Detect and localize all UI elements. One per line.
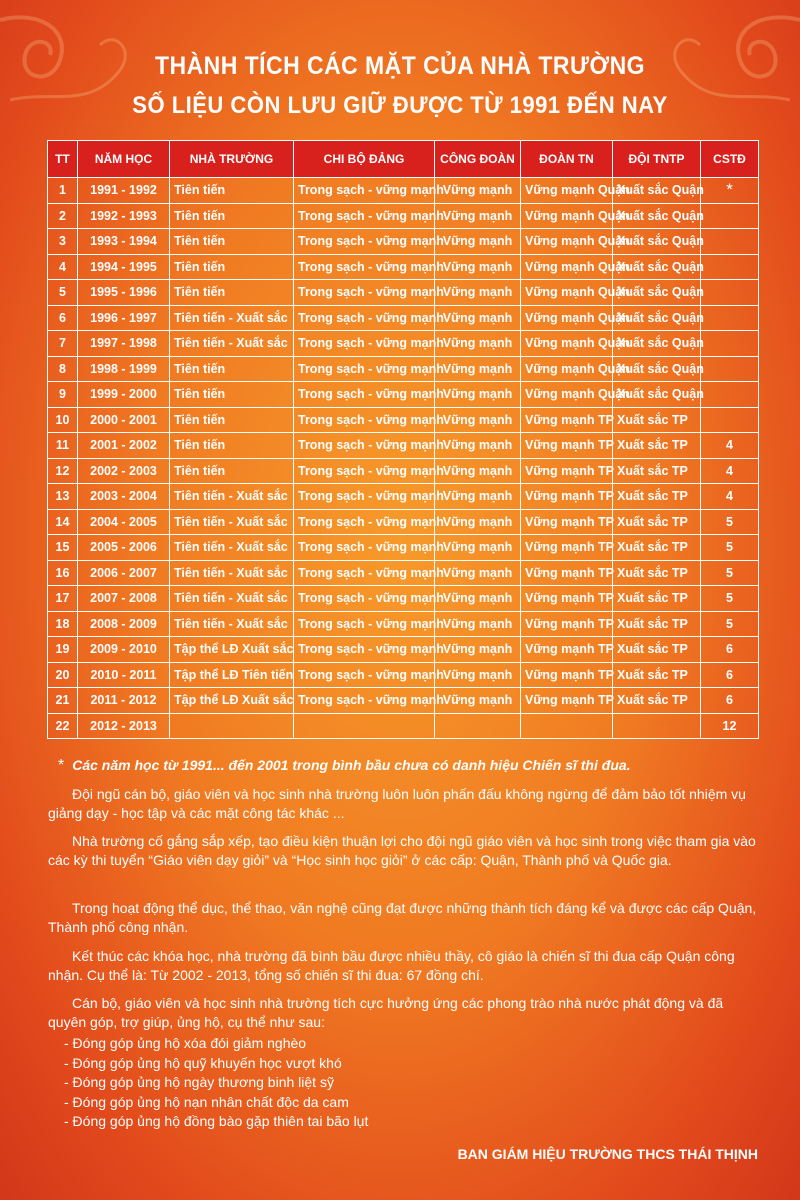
table-cell: Tiên tiến xyxy=(170,356,294,382)
table-cell: 1993 - 1994 xyxy=(78,229,170,255)
footnote xyxy=(58,757,631,775)
table-cell: Tập thể LĐ Xuất sắc xyxy=(170,637,294,663)
table-cell: Trong sạch - vững mạnh xyxy=(294,382,435,408)
table-cell: Vững mạnh TP xyxy=(521,688,613,714)
table-cell: Xuất sắc Quận xyxy=(613,305,701,331)
table-cell: 5 xyxy=(701,509,759,535)
table-cell: Vững mạnh xyxy=(435,484,521,510)
table-row xyxy=(48,433,759,459)
table-row xyxy=(48,356,759,382)
table-cell: Xuất sắc Quận xyxy=(613,331,701,357)
table-cell: Vững mạnh Quận xyxy=(521,382,613,408)
table-cell: Tiên tiến xyxy=(170,407,294,433)
table-cell: 22 xyxy=(48,713,78,739)
table-cell: Trong sạch - vững mạnh xyxy=(294,509,435,535)
table-cell: Trong sạch - vững mạnh xyxy=(294,586,435,612)
table-cell xyxy=(701,203,759,229)
table-cell: Tiên tiến - Xuất sắc xyxy=(170,611,294,637)
table-cell: Trong sạch - vững mạnh xyxy=(294,535,435,561)
table-cell: Vững mạnh Quận xyxy=(521,203,613,229)
table-cell: Tiên tiến xyxy=(170,178,294,204)
table-cell: Vững mạnh xyxy=(435,688,521,714)
table-cell: 10 xyxy=(48,407,78,433)
table-cell: Vững mạnh xyxy=(435,433,521,459)
asterisk-marker: * xyxy=(58,757,65,774)
table-cell: Vững mạnh xyxy=(435,560,521,586)
table-row xyxy=(48,560,759,586)
table-cell: Xuất sắc Quận xyxy=(613,178,701,204)
table-cell: Xuất sắc TP xyxy=(613,509,701,535)
table-cell: 2 xyxy=(48,203,78,229)
table-header-row xyxy=(48,141,759,178)
table-cell: Vững mạnh TP xyxy=(521,433,613,459)
table-cell: Trong sạch - vững mạnh xyxy=(294,331,435,357)
table-cell: 9 xyxy=(48,382,78,408)
table-cell xyxy=(701,331,759,357)
table-cell: 6 xyxy=(701,688,759,714)
table-cell: 1994 - 1995 xyxy=(78,254,170,280)
table-row xyxy=(48,713,759,739)
table-cell: 18 xyxy=(48,611,78,637)
table-cell: Vững mạnh Quận xyxy=(521,229,613,255)
table-cell: Trong sạch - vững mạnh xyxy=(294,458,435,484)
table-cell: Vững mạnh xyxy=(435,305,521,331)
table-cell: 14 xyxy=(48,509,78,535)
column-header: CÔNG ĐOÀN xyxy=(435,141,521,178)
table-cell: Xuất sắc Quận xyxy=(613,382,701,408)
table-cell: Tiên tiến xyxy=(170,254,294,280)
table-cell: 11 xyxy=(48,433,78,459)
table-cell: Trong sạch - vững mạnh xyxy=(294,433,435,459)
table-row xyxy=(48,586,759,612)
table-cell: Xuất sắc TP xyxy=(613,484,701,510)
table-cell: Vững mạnh TP xyxy=(521,484,613,510)
table-cell: Vững mạnh TP xyxy=(521,407,613,433)
table-cell: Xuất sắc Quận xyxy=(613,254,701,280)
table-cell: Vững mạnh TP xyxy=(521,586,613,612)
table-cell: Tiên tiến xyxy=(170,433,294,459)
table-row xyxy=(48,203,759,229)
table-cell: 5 xyxy=(701,560,759,586)
paragraph-3: Trong hoạt động thể dục, thể thao, văn nghệ cũng đạt được những thành tích đáng kể và được các cấp Quận, Thành phố công nhận. xyxy=(48,900,757,935)
table-cell: 21 xyxy=(48,688,78,714)
table-cell xyxy=(701,254,759,280)
table-row xyxy=(48,229,759,255)
table-row xyxy=(48,611,759,637)
footnote-text: Các năm học từ 1991... đến 2001 trong bình bầu chưa có danh hiệu Chiến sĩ thi đua. xyxy=(72,757,631,773)
table-cell: Tiên tiến xyxy=(170,229,294,255)
paragraph-5: Cán bộ, giáo viên và học sinh nhà trường tích cực hưởng ứng các phong trào nhà nước phát động và đã quyên góp, trợ giúp, ủng hộ, cụ thể như sau: xyxy=(48,995,724,1030)
table-cell: Tập thể LĐ Tiên tiến xyxy=(170,662,294,688)
table-cell: Vững mạnh xyxy=(435,586,521,612)
table-cell: 5 xyxy=(701,611,759,637)
table-cell: Xuất sắc Quận xyxy=(613,229,701,255)
table-cell: Tiên tiến xyxy=(170,280,294,306)
table-cell xyxy=(701,382,759,408)
column-header: ĐỘI TNTP xyxy=(613,141,701,178)
paragraph-4: Kết thúc các khóa học, nhà trường đã bình bầu được nhiều thầy, cô giáo là chiến sĩ thi đua cấp Quận công nhận. Cụ thể là: Từ 2002 - 2013, tổng số chiến sĩ thi đua: 67 đồng chí. xyxy=(48,948,735,983)
table-cell: Vững mạnh xyxy=(435,509,521,535)
table-cell: Tiên tiến xyxy=(170,458,294,484)
table-cell: 1996 - 1997 xyxy=(78,305,170,331)
table-cell xyxy=(294,713,435,739)
table-cell: Vững mạnh TP xyxy=(521,662,613,688)
table-cell: Vững mạnh xyxy=(435,254,521,280)
list-item: - Đóng góp ủng hộ đồng bào gặp thiên tai bão lụt xyxy=(64,1113,369,1129)
table-row xyxy=(48,382,759,408)
donation-list xyxy=(64,1034,368,1132)
table-cell: 6 xyxy=(48,305,78,331)
table-row xyxy=(48,331,759,357)
table-cell: Xuất sắc TP xyxy=(613,458,701,484)
table-cell: Vững mạnh xyxy=(435,229,521,255)
table-cell: 6 xyxy=(701,662,759,688)
table-cell: Trong sạch - vững mạnh xyxy=(294,178,435,204)
table-cell: Tiên tiến xyxy=(170,382,294,408)
table-cell: Trong sạch - vững mạnh xyxy=(294,407,435,433)
table-cell: Vững mạnh xyxy=(435,535,521,561)
table-cell: 12 xyxy=(701,713,759,739)
table-cell xyxy=(701,356,759,382)
table-cell: 8 xyxy=(48,356,78,382)
table-cell: 2000 - 2001 xyxy=(78,407,170,433)
table-cell: 2004 - 2005 xyxy=(78,509,170,535)
table-cell: 2011 - 2012 xyxy=(78,688,170,714)
table-row xyxy=(48,535,759,561)
table-cell: Vững mạnh xyxy=(435,331,521,357)
table-cell: Vững mạnh TP xyxy=(521,611,613,637)
table-row xyxy=(48,637,759,663)
column-header: CHI BỘ ĐẢNG xyxy=(294,141,435,178)
table-cell: 1991 - 1992 xyxy=(78,178,170,204)
table-cell: 4 xyxy=(701,458,759,484)
table-cell: Trong sạch - vững mạnh xyxy=(294,229,435,255)
table-cell: 6 xyxy=(701,637,759,663)
table-cell: Tiên tiến - Xuất sắc xyxy=(170,331,294,357)
page-subtitle: SỐ LIỆU CÒN LƯU GIỮ ĐƯỢC TỪ 1991 ĐẾN NAY xyxy=(132,92,668,119)
table-cell: Vững mạnh xyxy=(435,280,521,306)
table-cell: 2002 - 2003 xyxy=(78,458,170,484)
table-cell: Trong sạch - vững mạnh xyxy=(294,305,435,331)
table-cell: 4 xyxy=(701,433,759,459)
table-cell: Vững mạnh xyxy=(435,203,521,229)
table-cell: Vững mạnh xyxy=(435,611,521,637)
table-cell: Xuất sắc Quận xyxy=(613,203,701,229)
table-cell: Vững mạnh xyxy=(435,382,521,408)
table-cell: 2006 - 2007 xyxy=(78,560,170,586)
table-cell: 13 xyxy=(48,484,78,510)
table-cell: Xuất sắc Quận xyxy=(613,356,701,382)
table-cell: Xuất sắc Quận xyxy=(613,280,701,306)
table-row xyxy=(48,458,759,484)
table-cell: 4 xyxy=(48,254,78,280)
table-cell: Trong sạch - vững mạnh xyxy=(294,280,435,306)
table-cell: Trong sạch - vững mạnh xyxy=(294,662,435,688)
page-title: THÀNH TÍCH CÁC MẶT CỦA NHÀ TRƯỜNG xyxy=(155,52,645,80)
table-cell: Trong sạch - vững mạnh xyxy=(294,203,435,229)
table-cell: Vững mạnh xyxy=(435,407,521,433)
table-cell: 1995 - 1996 xyxy=(78,280,170,306)
table-cell: Xuất sắc TP xyxy=(613,637,701,663)
paragraph-2: Nhà trường cố gắng sắp xếp, tạo điều kiện thuận lợi cho đội ngũ giáo viên và học sinh trong việc tham gia vào các kỳ thi tuyển “Giáo viên dạy giỏi” và “Học sinh học giỏi” ở các cấp: Quận, Thành phố và Quốc gia. xyxy=(48,833,756,868)
table-cell: Trong sạch - vững mạnh xyxy=(294,637,435,663)
table-cell: Vững mạnh xyxy=(435,356,521,382)
table-cell: 5 xyxy=(48,280,78,306)
table-cell: Vững mạnh Quận xyxy=(521,305,613,331)
table-cell: Vững mạnh TP xyxy=(521,535,613,561)
table-cell: Trong sạch - vững mạnh xyxy=(294,560,435,586)
table-cell: Vững mạnh TP xyxy=(521,560,613,586)
table-cell: Tiên tiến - Xuất sắc xyxy=(170,509,294,535)
table-cell: Xuất sắc TP xyxy=(613,433,701,459)
column-header: NHÀ TRƯỜNG xyxy=(170,141,294,178)
table-cell: Xuất sắc TP xyxy=(613,560,701,586)
column-header: ĐOÀN TN xyxy=(521,141,613,178)
table-cell: 1997 - 1998 xyxy=(78,331,170,357)
table-cell: 16 xyxy=(48,560,78,586)
table-row xyxy=(48,305,759,331)
table-cell xyxy=(701,280,759,306)
list-item: - Đóng góp ủng hộ ngày thương binh liệt sỹ xyxy=(64,1074,334,1090)
table-cell: 7 xyxy=(48,331,78,357)
table-cell: Vững mạnh xyxy=(435,178,521,204)
table-row xyxy=(48,509,759,535)
table-cell: Xuất sắc TP xyxy=(613,662,701,688)
table-cell: Vững mạnh xyxy=(435,637,521,663)
table-cell: 2001 - 2002 xyxy=(78,433,170,459)
table-cell: * xyxy=(701,178,759,204)
table-cell: Xuất sắc TP xyxy=(613,611,701,637)
table-cell: Xuất sắc TP xyxy=(613,586,701,612)
table-row xyxy=(48,662,759,688)
column-header: CSTĐ xyxy=(701,141,759,178)
table-cell: 2003 - 2004 xyxy=(78,484,170,510)
table-cell: 5 xyxy=(701,586,759,612)
table-cell: 2005 - 2006 xyxy=(78,535,170,561)
table-cell: Tiên tiến - Xuất sắc xyxy=(170,305,294,331)
table-cell: 20 xyxy=(48,662,78,688)
table-cell: Vững mạnh TP xyxy=(521,458,613,484)
table-cell: Trong sạch - vững mạnh xyxy=(294,688,435,714)
table-cell: Tiên tiến - Xuất sắc xyxy=(170,586,294,612)
table-cell: 2009 - 2010 xyxy=(78,637,170,663)
table-row xyxy=(48,688,759,714)
table-cell: Vững mạnh Quận xyxy=(521,254,613,280)
table-cell: Vững mạnh TP xyxy=(521,637,613,663)
table-cell: 1999 - 2000 xyxy=(78,382,170,408)
table-cell: 19 xyxy=(48,637,78,663)
table-cell: Vững mạnh Quận xyxy=(521,178,613,204)
table-cell: Tập thể LĐ Xuất sắc xyxy=(170,688,294,714)
table-cell: Xuất sắc TP xyxy=(613,688,701,714)
list-item: - Đóng góp ủng hộ nạn nhân chất độc da cam xyxy=(64,1093,349,1110)
achievements-table xyxy=(47,140,759,739)
table-cell: 1992 - 1993 xyxy=(78,203,170,229)
table-cell: Trong sạch - vững mạnh xyxy=(294,611,435,637)
table-cell: 5 xyxy=(701,535,759,561)
table-cell xyxy=(435,713,521,739)
table-cell: Trong sạch - vững mạnh xyxy=(294,484,435,510)
table-cell: Vững mạnh xyxy=(435,662,521,688)
table-row xyxy=(48,484,759,510)
paragraph-1: Đội ngũ cán bộ, giáo viên và học sinh nhà trường luôn luôn phấn đấu không ngừng để đảm bảo tốt nhiệm vụ giảng dạy - học tập và các mặt công tác khác ... xyxy=(48,786,746,821)
table-cell: Vững mạnh xyxy=(435,458,521,484)
table-cell: Tiên tiến - Xuất sắc xyxy=(170,484,294,510)
table-cell xyxy=(701,229,759,255)
table-cell: 2008 - 2009 xyxy=(78,611,170,637)
table-cell: Tiên tiến - Xuất sắc xyxy=(170,535,294,561)
table-cell: Vững mạnh Quận xyxy=(521,280,613,306)
table-cell: Vững mạnh Quận xyxy=(521,331,613,357)
table-cell: 2010 - 2011 xyxy=(78,662,170,688)
table-cell: 3 xyxy=(48,229,78,255)
table-cell: 2007 - 2008 xyxy=(78,586,170,612)
table-cell xyxy=(170,713,294,739)
table-cell: 2012 - 2013 xyxy=(78,713,170,739)
table-cell: Tiên tiến xyxy=(170,203,294,229)
table-cell xyxy=(613,713,701,739)
table-body xyxy=(48,178,759,739)
table-cell: Vững mạnh TP xyxy=(521,509,613,535)
table-row xyxy=(48,254,759,280)
table-cell xyxy=(701,305,759,331)
table-cell: Vững mạnh Quận xyxy=(521,356,613,382)
table-cell: 1998 - 1999 xyxy=(78,356,170,382)
table-cell xyxy=(521,713,613,739)
table-row xyxy=(48,280,759,306)
table-row xyxy=(48,178,759,204)
table-cell: Tiên tiến - Xuất sắc xyxy=(170,560,294,586)
table-cell: 15 xyxy=(48,535,78,561)
column-header: TT xyxy=(48,141,78,178)
table-cell: 17 xyxy=(48,586,78,612)
signature: BAN GIÁM HIỆU TRƯỜNG THCS THÁI THỊNH xyxy=(457,1146,758,1162)
table-cell: Trong sạch - vững mạnh xyxy=(294,356,435,382)
table-cell: 12 xyxy=(48,458,78,484)
table-cell: 4 xyxy=(701,484,759,510)
table-cell: Xuất sắc TP xyxy=(613,535,701,561)
table-cell: 1 xyxy=(48,178,78,204)
column-header: NĂM HỌC xyxy=(78,141,170,178)
table-cell: Xuất sắc TP xyxy=(613,407,701,433)
list-item: - Đóng góp ủng hộ quỹ khuyến học vượt khó xyxy=(64,1054,342,1071)
table-row xyxy=(48,407,759,433)
table-cell xyxy=(701,407,759,433)
list-item: - Đóng góp ủng hộ xóa đói giảm nghèo xyxy=(64,1035,307,1051)
table-cell: Trong sạch - vững mạnh xyxy=(294,254,435,280)
